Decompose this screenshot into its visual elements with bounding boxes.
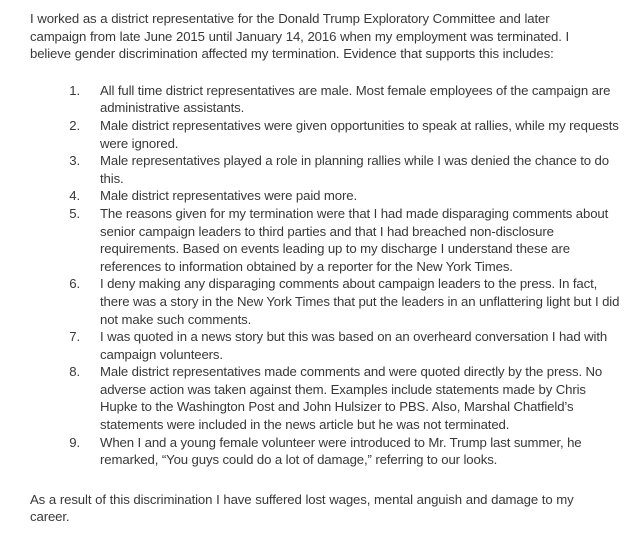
list-item: [52, 434, 624, 469]
list-item: [52, 363, 624, 433]
list-item-text: All full time district representatives are male. Most female employees of the campaign are administrative assistants.: [100, 82, 611, 116]
document-body: [30, 10, 620, 526]
list-item-marker: 6.: [69, 276, 80, 292]
list-item-text: Male district representatives were paid more.: [100, 188, 357, 204]
intro-paragraph: I worked as a district representative for the Donald Trump Exploratory Committee and later campaign from late June 2015 until January 14, 2016 when my employment was terminated. I believe gender discrimination affected my termination. Evidence that supports this includes:: [30, 11, 570, 62]
list-item-marker: 5.: [69, 205, 80, 221]
list-item-marker: 7.: [69, 329, 80, 345]
list-item-text: I was quoted in a news story but this was based on an overheard conversation I had with campaign volunteers.: [100, 329, 608, 362]
list-item-marker: 2.: [69, 117, 80, 133]
evidence-list: [30, 82, 624, 469]
list-item: [52, 275, 624, 328]
list-item-marker: 1.: [69, 82, 80, 98]
list-item: [52, 82, 624, 117]
list-item: [52, 152, 624, 187]
list-item: [52, 328, 624, 363]
list-item-marker: 9.: [69, 434, 80, 450]
list-item-text: When I and a young female volunteer were introduced to Mr. Trump last summer, he remarked, “You guys could do a lot of damage,” referring to our looks.: [100, 434, 582, 468]
list-item: [52, 187, 624, 205]
list-item-text: I deny making any disparaging comments about campaign leaders to the press. In fact, there was a story in the New York Times that put the leaders in an unflattering light but I did not make such comments.: [100, 276, 620, 327]
list-item-marker: 3.: [69, 153, 80, 169]
list-item-text: Male district representatives were given opportunities to speak at rallies, while my requests were ignored.: [100, 117, 619, 151]
list-item-text: Male representatives played a role in planning rallies while I was denied the chance to do this.: [100, 153, 609, 186]
list-item-text: Male district representatives made comments and were quoted directly by the press. No adverse action was taken against them. Examples include statements made by Chris Hupke to the Washington Post and John Hulsizer to PBS. Also, Marshal Chatfield’s statements were included in the news article but he was not terminated.: [100, 364, 603, 433]
list-item-marker: 4.: [69, 188, 80, 204]
closing-paragraph: As a result of this discrimination I have suffered lost wages, mental anguish and damage to my career.: [30, 491, 574, 525]
list-item-marker: 8.: [69, 364, 80, 380]
list-item-text: The reasons given for my termination were that I had made disparaging comments about senior campaign leaders to third parties and that I had breached non-disclosure requirements. Based on events leading up to my discharge I understand these are references to information obtained by a reporter for the New York Times.: [100, 205, 609, 274]
list-item: [52, 117, 624, 152]
list-item: [52, 205, 624, 275]
